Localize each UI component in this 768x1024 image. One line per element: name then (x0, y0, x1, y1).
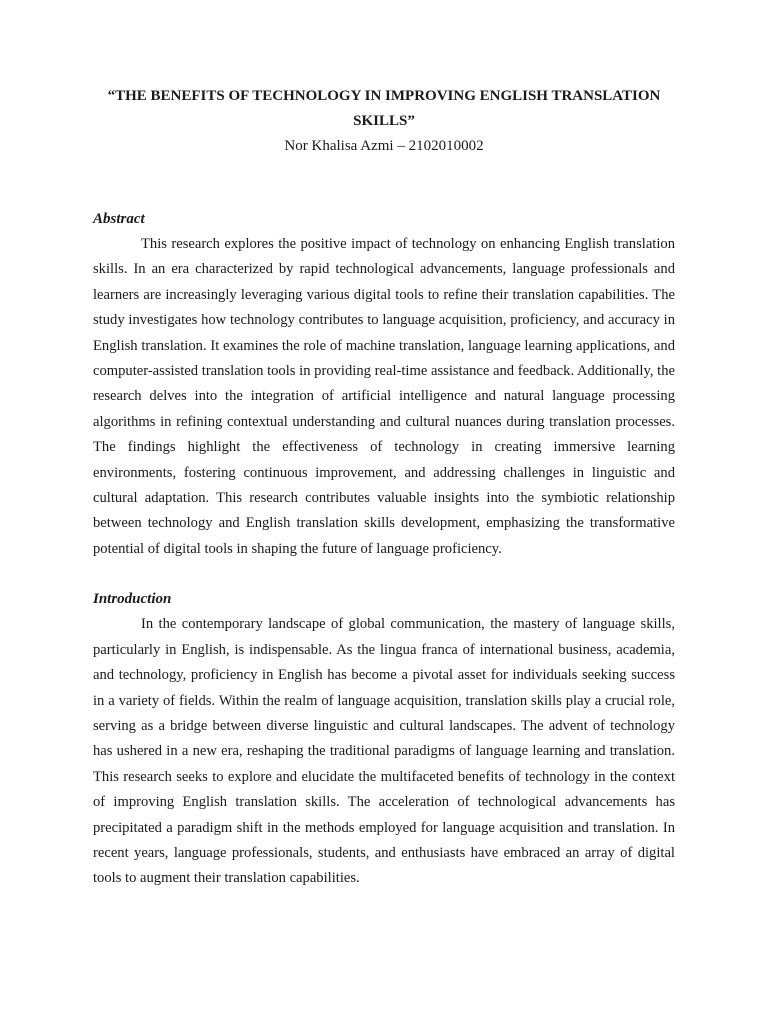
abstract-paragraph: This research explores the positive impact of technology on enhancing English translation skills. In an era characterized by rapid technological advancements, language professionals and learners are increasingly leveraging various digital tools to refine their translation capabilities. The study investigates how technology contributes to language acquisition, proficiency, and accuracy in English translation. It examines the role of machine translation, language learning applications, and computer-assisted translation tools in providing real-time assistance and feedback. Additionally, the research delves into the integration of artificial intelligence and natural language processing algorithms in refining contextual understanding and cultural nuances during translation processes. The findings highlight the effectiveness of technology in creating immersive learning environments, fostering continuous improvement, and addressing challenges in linguistic and cultural adaptation. This research contributes valuable insights into the symbiotic relationship between technology and English translation skills development, emphasizing the transformative potential of digital tools in shaping the future of language proficiency. (93, 236, 675, 557)
document-page (93, 84, 675, 892)
abstract-heading: Abstract (93, 211, 145, 227)
introduction-paragraph: In the contemporary landscape of global communication, the mastery of language skills, particularly in English, is indispensable. As the lingua franca of international business, academia, and technology, proficiency in English has become a pivotal asset for individuals seeking success in a variety of fields. Within the realm of language acquisition, translation skills play a crucial role, serving as a bridge between diverse linguistic and cultural landscapes. The advent of technology has ushered in a new era, reshaping the traditional paradigms of language learning and translation. This research seeks to explore and elucidate the multifaceted benefits of technology in the context of improving English translation skills. The acceleration of technological advancements has precipitated a paradigm shift in the methods employed for language acquisition and translation. In recent years, language professionals, students, and enthusiasts have embraced an array of digital tools to augment their translation capabilities. (93, 616, 675, 887)
author-line: Nor Khalisa Azmi – 2102010002 (284, 138, 484, 154)
paper-title: “THE BENEFITS OF TECHNOLOGY IN IMPROVING ENGLISH TRANSLATION SKILLS” (107, 88, 661, 129)
introduction-heading: Introduction (93, 591, 172, 608)
